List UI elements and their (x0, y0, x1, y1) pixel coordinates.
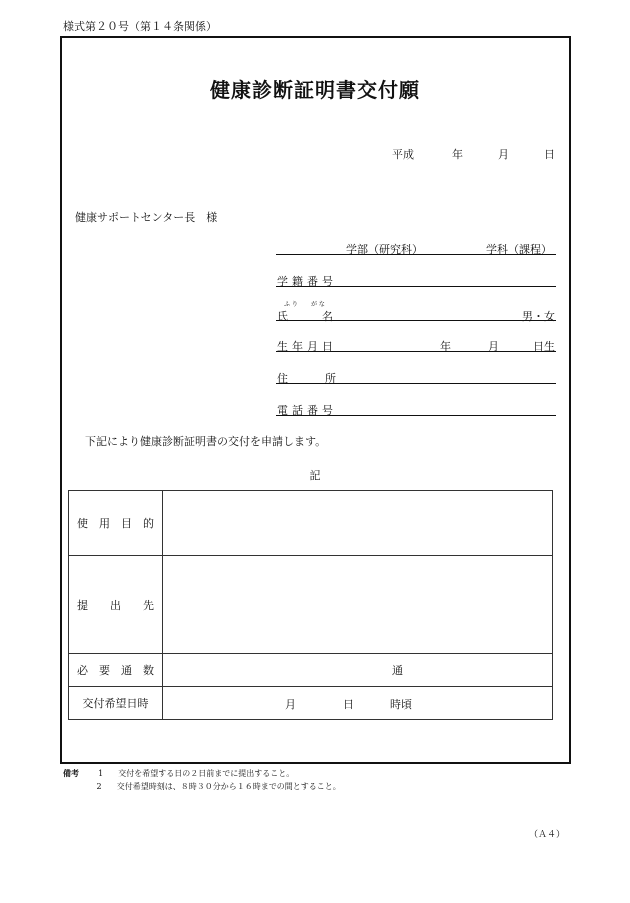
name-ruby-1: ふ り (284, 301, 298, 308)
name-label-2: 名 (322, 310, 333, 323)
department-label: 学科（課程） (486, 243, 552, 256)
note-text-2: 交付希望時刻は、８時３０分から１６時までの間とすること。 (116, 782, 341, 791)
birth-year-label: 年 (440, 340, 451, 353)
table-row (69, 687, 553, 720)
address-line[interactable] (276, 383, 556, 384)
purpose-cell[interactable] (163, 491, 553, 556)
form-number: 様式第２０号（第１４条関係） (63, 20, 217, 33)
gender-label: 男・女 (522, 310, 555, 323)
paper-size: （Ａ４） (529, 830, 566, 840)
note-num-1: 1 (98, 769, 104, 778)
birth-day-label: 日生 (533, 340, 555, 353)
desired-hour-label: 時頃 (390, 698, 412, 711)
student-id-line[interactable] (276, 286, 556, 287)
intro-text: 下記により健康診断証明書の交付を申請します。 (85, 435, 327, 448)
date-era: 平成 (392, 148, 414, 161)
date-year-label: 年 (452, 148, 463, 161)
notes (63, 767, 341, 793)
desired-month-label: 月 (285, 698, 296, 711)
name-label-1: 氏 (277, 310, 288, 323)
copies-label: 必 要 通 数 (69, 654, 163, 687)
address-label-1: 住 (277, 372, 288, 385)
desired-day-label: 日 (343, 698, 354, 711)
submit-to-label: 提 出 先 (69, 556, 163, 654)
detail-table (68, 490, 553, 720)
phone-label: 電話番号 (277, 404, 337, 417)
note-text-1: 交付を希望する日の２日前までに提出すること。 (118, 769, 295, 778)
submit-to-cell[interactable] (163, 556, 553, 654)
desired-time-label: 交付希望日時 (69, 687, 163, 720)
faculty-label: 学部（研究科） (346, 243, 423, 256)
copies-cell[interactable] (163, 654, 553, 687)
phone-line[interactable] (276, 415, 556, 416)
ki-heading: 記 (309, 469, 321, 482)
birthdate-label: 生年月日 (277, 340, 337, 353)
date-day-label: 日 (544, 148, 555, 161)
notes-heading: 備考 (63, 769, 79, 778)
birth-month-label: 月 (488, 340, 499, 353)
faculty-line[interactable] (276, 254, 556, 255)
form-title: 健康診断証明書交付願 (210, 78, 420, 102)
name-ruby-2: が な (311, 301, 325, 308)
desired-time-cell[interactable] (163, 687, 553, 720)
table-row (69, 654, 553, 687)
addressee: 健康サポートセンター長 様 (75, 211, 218, 224)
birthdate-line[interactable] (276, 351, 556, 352)
address-label-2: 所 (325, 372, 336, 385)
date-month-label: 月 (498, 148, 509, 161)
note-num-2: 2 (96, 782, 102, 791)
purpose-label: 使 用 目 的 (69, 491, 163, 556)
table-row (69, 491, 553, 556)
copies-unit: 通 (392, 664, 403, 677)
name-line[interactable] (276, 320, 556, 321)
table-row (69, 556, 553, 654)
student-id-label: 学籍番号 (277, 275, 337, 288)
